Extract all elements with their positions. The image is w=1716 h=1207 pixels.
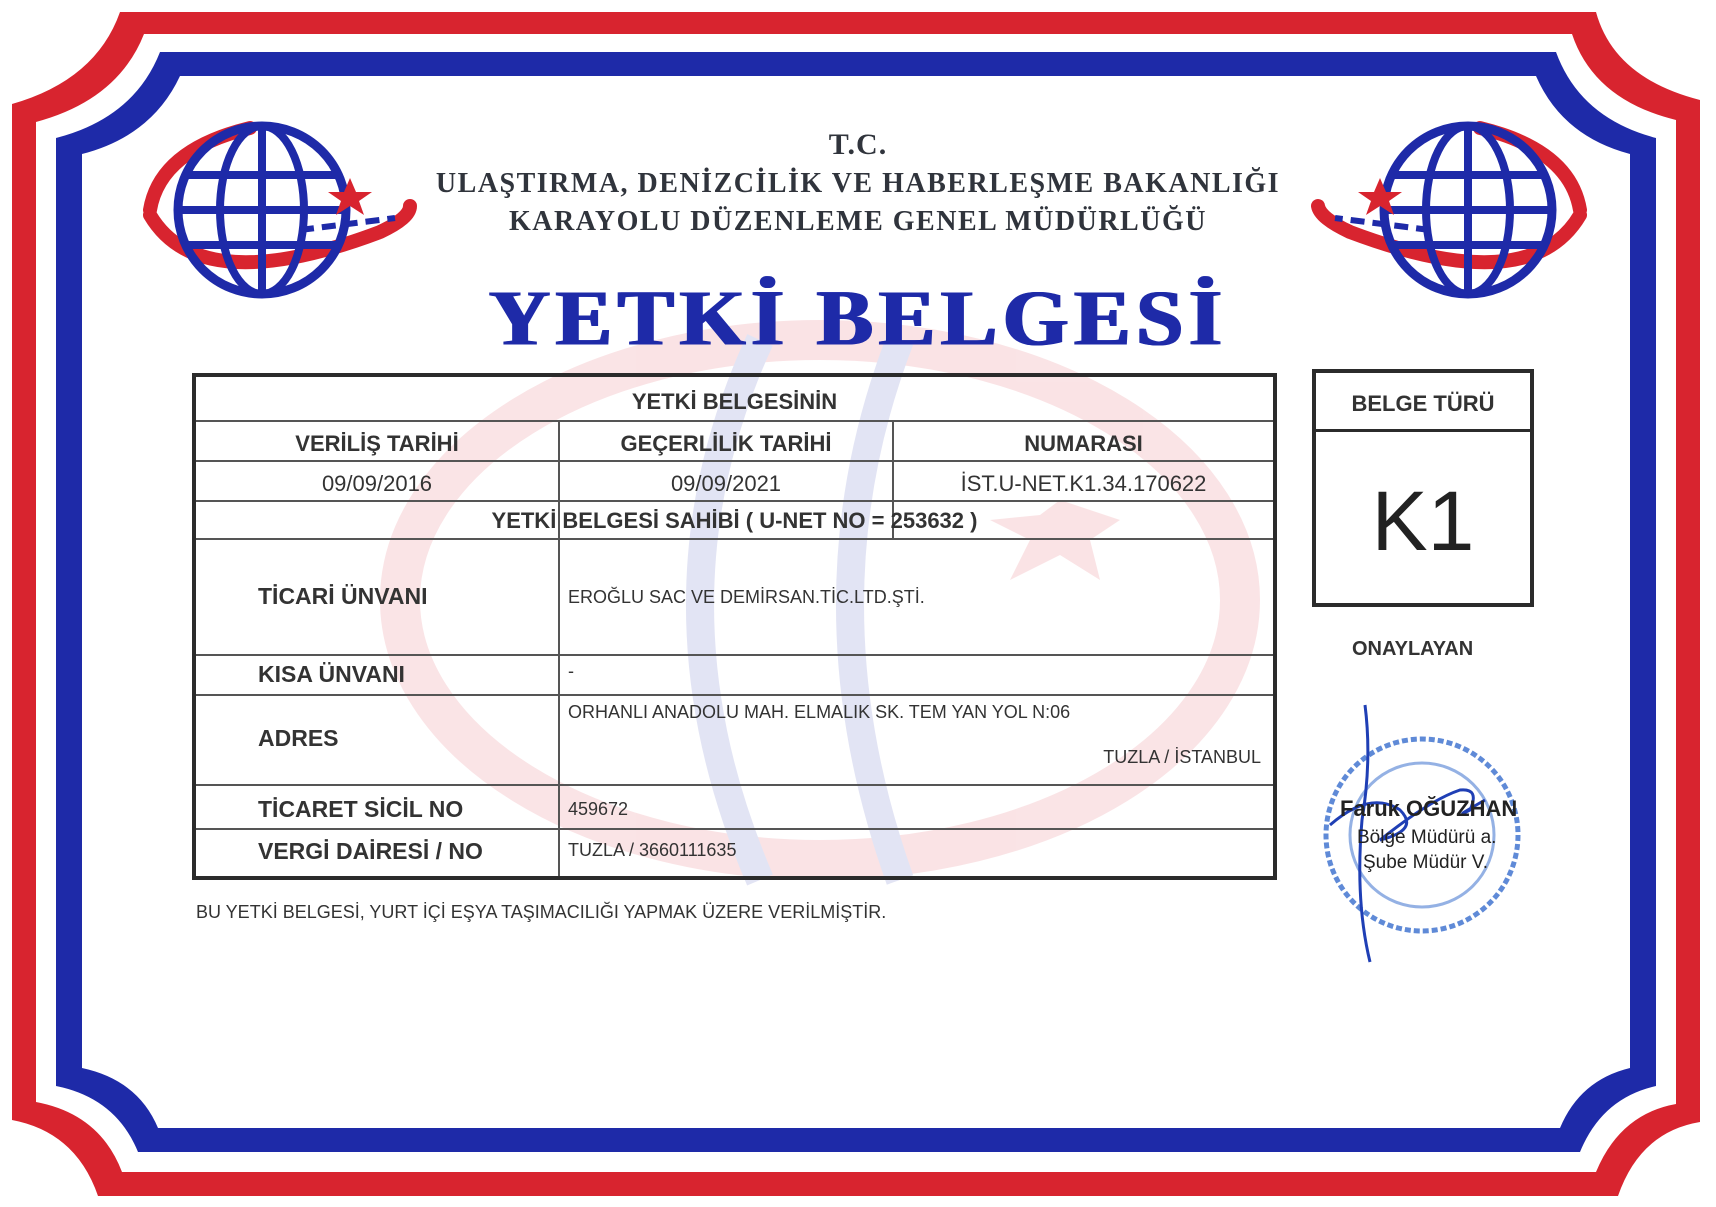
owner-title: YETKİ BELGESİ SAHİBİ ( U-NET NO = 253632 ): [491, 508, 978, 533]
header-directorate: KARAYOLU DÜZENLEME GENEL MÜDÜRLÜĞÜ: [509, 206, 1207, 237]
document-type-value: K1: [1371, 474, 1475, 568]
issue-date-value: 09/09/2016: [321, 471, 433, 496]
valid-date-value: 09/09/2021: [670, 471, 782, 496]
address-label: ADRES: [258, 725, 339, 751]
footer-note: BU YETKİ BELGESİ, YURT İÇİ EŞYA TAŞIMACILIĞI YAPMAK ÜZERE VERİLMİŞTİR.: [196, 902, 887, 922]
short-name-label: KISA ÜNVANI: [258, 661, 405, 687]
document-type-label: BELGE TÜRÜ: [1351, 391, 1495, 416]
document-title: YETKİ BELGESİ: [488, 274, 1228, 363]
col-number-header: NUMARASI: [1024, 431, 1143, 456]
document-number-value: İST.U-NET.K1.34.170622: [960, 471, 1207, 496]
col-issue-date-header: VERİLİŞ TARİHİ: [295, 431, 459, 456]
registry-value: 459672: [568, 799, 629, 819]
section-title: YETKİ BELGESİNİN: [631, 389, 838, 414]
trade-name-value: EROĞLU SAC VE DEMİRSAN.TİC.LTD.ŞTİ.: [568, 587, 925, 607]
tax-value: TUZLA / 3660111635: [568, 840, 737, 860]
approver-title-2: Şube Müdür V.: [1363, 852, 1488, 873]
approver-title-1: Bölge Müdürü a.: [1357, 827, 1497, 848]
col-valid-date-header: GEÇERLİLİK TARİHİ: [620, 431, 832, 456]
document-type-box: [1312, 369, 1534, 607]
approver-name: Faruk OĞUZHAN: [1340, 796, 1518, 821]
header-tc: T.C.: [828, 128, 888, 161]
authorization-table: [192, 373, 1277, 880]
short-name-value: -: [568, 661, 574, 681]
address-line1: ORHANLI ANADOLU MAH. ELMALIK SK. TEM YAN YOL N:06: [568, 702, 1071, 722]
approver-label: ONAYLAYAN: [1352, 638, 1474, 660]
registry-label: TİCARET SİCİL NO: [258, 796, 464, 822]
address-line2: TUZLA / İSTANBUL: [1103, 747, 1261, 767]
tax-label: VERGİ DAİRESİ / NO: [258, 838, 483, 864]
trade-name-label: TİCARİ ÜNVANI: [258, 583, 428, 609]
header-ministry: ULAŞTIRMA, DENİZCİLİK VE HABERLEŞME BAKANLIĞI: [435, 168, 1281, 199]
